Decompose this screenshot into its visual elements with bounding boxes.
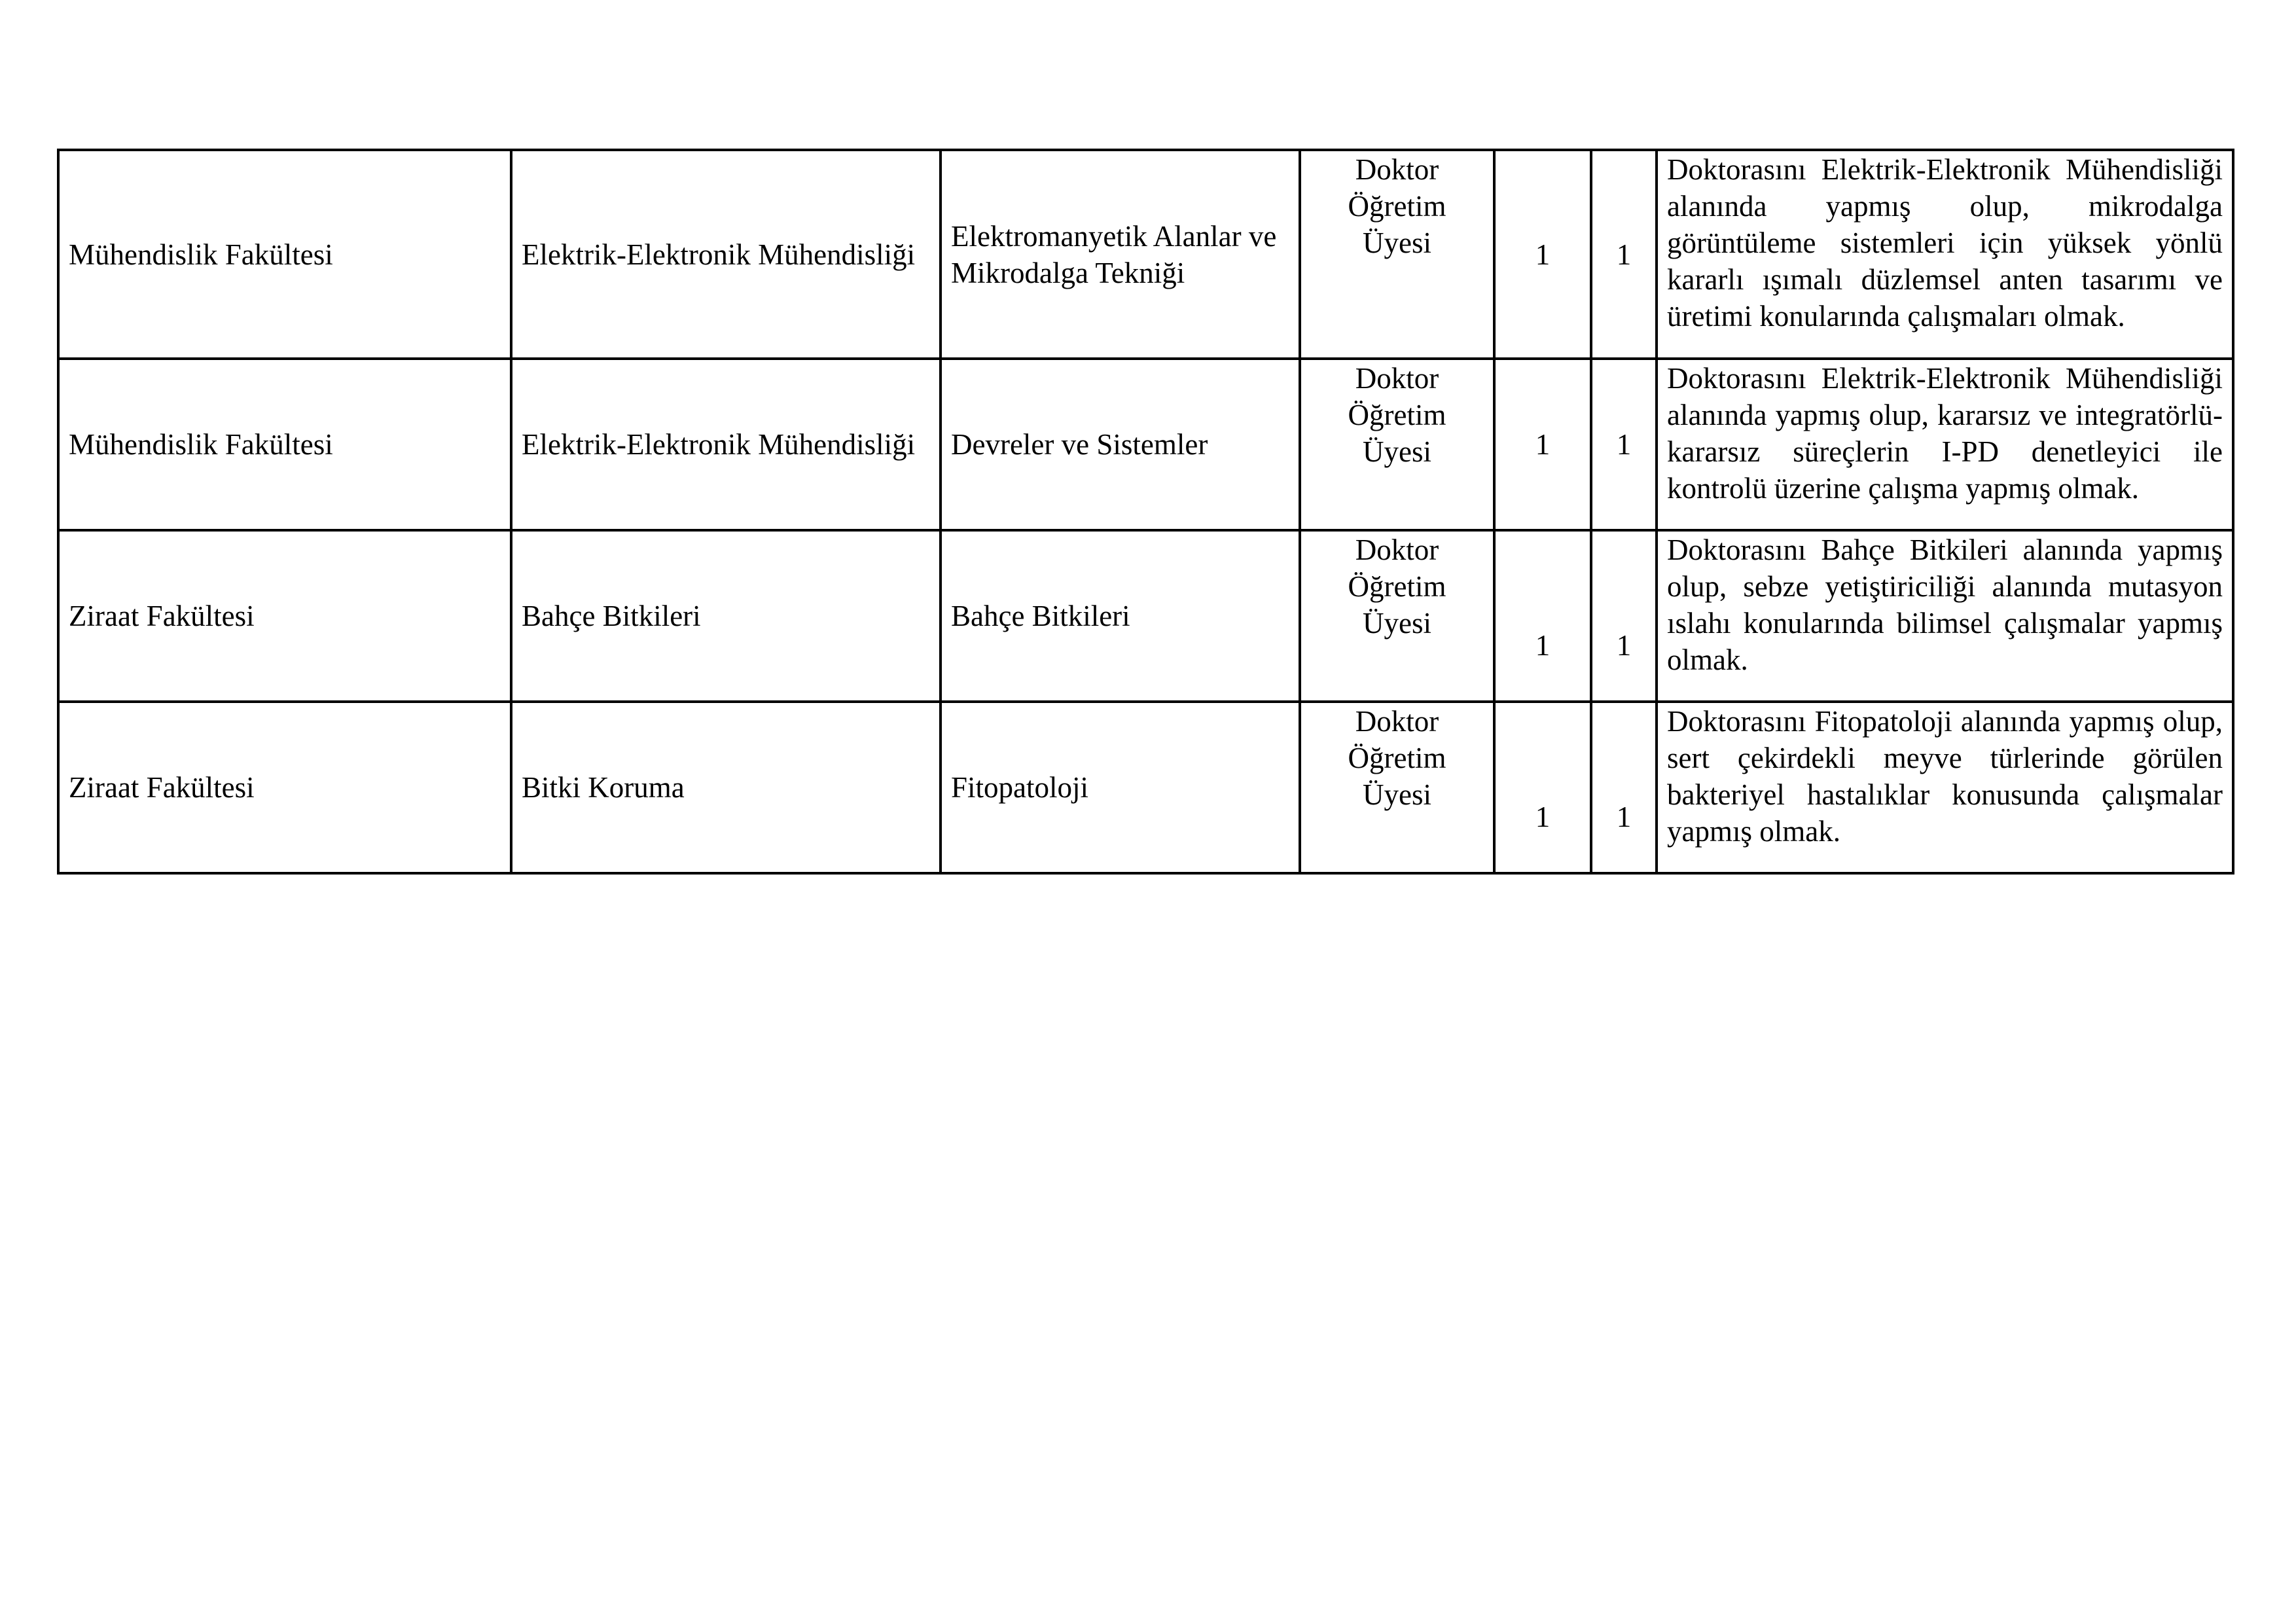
faculty-cell: Ziraat Fakültesi <box>58 530 511 702</box>
program-cell: Elektromanyetik Alanlar ve Mikrodalga Tekniği <box>941 150 1300 359</box>
title-line: Öğretim <box>1348 190 1446 223</box>
program-cell: Devreler ve Sistemler <box>941 359 1300 530</box>
requirement-cell: Doktorasını Fitopatoloji alanında yapmış olup, sert çekirdekli meyve türlerinde görülen bakteriyel hastalıklar konusunda çalışmalar yapmış olmak. <box>1657 702 2233 873</box>
department-cell: Bahçe Bitkileri <box>511 530 941 702</box>
count-cell: 1 <box>1591 150 1657 359</box>
count-cell: 1 <box>1494 359 1591 530</box>
title-line: Üyesi <box>1363 607 1431 640</box>
title-cell <box>1300 702 1494 873</box>
title-line: Üyesi <box>1363 435 1431 468</box>
count-cell: 1 <box>1591 530 1657 702</box>
count-cell: 1 <box>1494 702 1591 873</box>
table-row <box>58 530 2233 702</box>
program-cell: Fitopatoloji <box>941 702 1300 873</box>
title-line: Öğretim <box>1348 742 1446 774</box>
table-row <box>58 359 2233 530</box>
title-line: Doktor <box>1355 533 1439 566</box>
title-cell <box>1300 150 1494 359</box>
count-cell: 1 <box>1494 530 1591 702</box>
title-line: Üyesi <box>1363 778 1431 811</box>
department-cell: Elektrik-Elektronik Mühendisliği <box>511 150 941 359</box>
title-line: Doktor <box>1355 705 1439 738</box>
title-line: Doktor <box>1355 362 1439 395</box>
title-line: Üyesi <box>1363 226 1431 259</box>
department-cell: Elektrik-Elektronik Mühendisliği <box>511 359 941 530</box>
title-line: Öğretim <box>1348 570 1446 603</box>
title-cell <box>1300 530 1494 702</box>
table-row <box>58 702 2233 873</box>
title-cell <box>1300 359 1494 530</box>
requirement-cell: Doktorasını Bahçe Bitkileri alanında yapmış olup, sebze yetiştiriciliği alanında mutasyon ıslahı konularında bilimsel çalışmalar yapmış olmak. <box>1657 530 2233 702</box>
title-line: Doktor <box>1355 153 1439 186</box>
department-cell: Bitki Koruma <box>511 702 941 873</box>
requirement-cell: Doktorasını Elektrik-Elektronik Mühendisliği alanında yapmış olup, kararsız ve integratörlü-kararsız süreçlerin I-PD denetleyici ile kontrolü üzerine çalışma yapmış olmak. <box>1657 359 2233 530</box>
title-line: Öğretim <box>1348 399 1446 431</box>
positions-table <box>57 149 2234 875</box>
faculty-cell: Mühendislik Fakültesi <box>58 150 511 359</box>
requirement-cell: Doktorasını Elektrik-Elektronik Mühendisliği alanında yapmış olup, mikrodalga görüntüleme sistemleri için yüksek yönlü kararlı ışımalı düzlemsel anten tasarımı ve üretimi konularında çalışmaları olmak. <box>1657 150 2233 359</box>
faculty-cell: Mühendislik Fakültesi <box>58 359 511 530</box>
count-cell: 1 <box>1591 359 1657 530</box>
table-row <box>58 150 2233 359</box>
program-cell: Bahçe Bitkileri <box>941 530 1300 702</box>
count-cell: 1 <box>1494 150 1591 359</box>
faculty-cell: Ziraat Fakültesi <box>58 702 511 873</box>
count-cell: 1 <box>1591 702 1657 873</box>
